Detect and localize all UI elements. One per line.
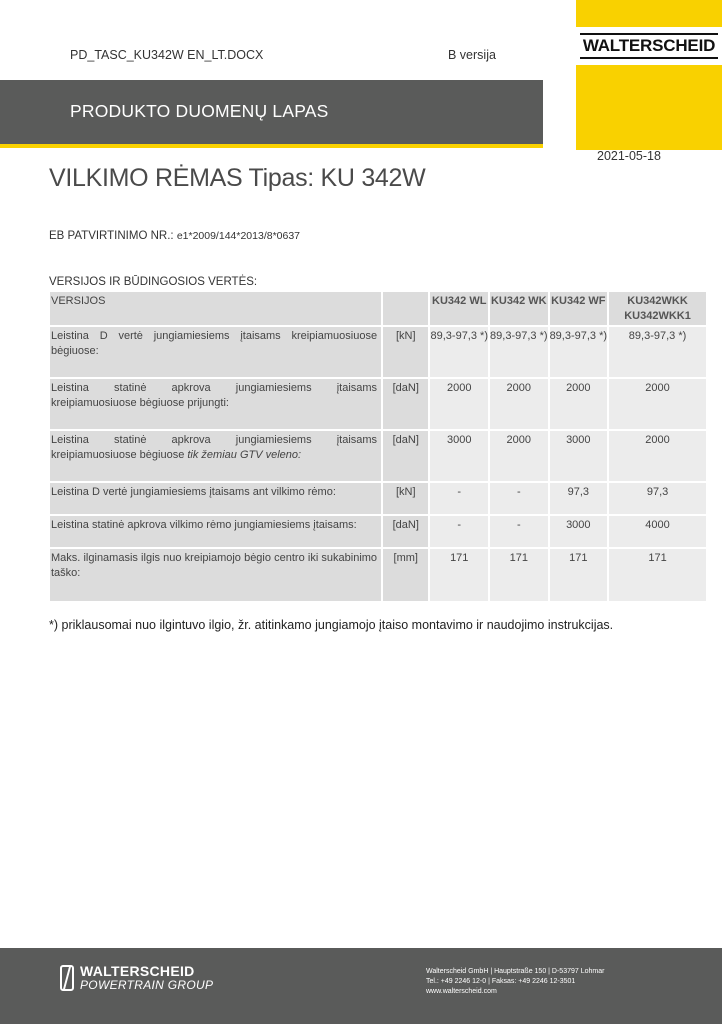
footer-contact bbox=[426, 967, 604, 997]
row-value: 3000 bbox=[430, 431, 488, 481]
footer-subbrand: POWERTRAIN GROUP bbox=[80, 978, 214, 992]
table-row bbox=[50, 379, 706, 429]
row-value: - bbox=[490, 516, 548, 547]
table-row bbox=[50, 483, 706, 514]
row-value: 3000 bbox=[550, 516, 608, 547]
header-versions: VERSIJOS bbox=[50, 292, 381, 325]
row-unit: [daN] bbox=[383, 516, 428, 547]
row-description: Maks. ilginamasis ilgis nuo kreipiamojo bėgio centro iki sukabinimo taško: bbox=[50, 549, 381, 601]
row-value: 89,3-97,3 *) bbox=[490, 327, 548, 377]
header-model-wl: KU342 WL bbox=[430, 292, 488, 325]
approval-number bbox=[49, 230, 300, 242]
footer-brand: WALTERSCHEID bbox=[80, 963, 195, 979]
row-unit: [kN] bbox=[383, 483, 428, 514]
row-unit: [daN] bbox=[383, 431, 428, 481]
walterscheid-mark-icon bbox=[60, 965, 74, 991]
table-header-row bbox=[50, 292, 706, 325]
approval-value: e1*2009/144*2013/8*0637 bbox=[176, 230, 301, 242]
header-model-wf: KU342 WF bbox=[550, 292, 608, 325]
footer-phone: Tel.: +49 2246 12-0 | Faksas: +49 2246 12-3501 bbox=[426, 978, 576, 985]
banner-title: PRODUKTO DUOMENŲ LAPAS bbox=[70, 101, 329, 121]
banner-accent-line bbox=[0, 144, 543, 148]
section-title: VERSIJOS IR BŪDINGOSIOS VERTĖS: bbox=[49, 276, 258, 288]
row-value: 97,3 bbox=[550, 483, 608, 514]
header-model-wkk: KU342WKK KU342WKK1 bbox=[609, 292, 706, 325]
brand-yellow-block bbox=[576, 0, 722, 150]
footer-logo bbox=[60, 964, 213, 992]
footer-address: Walterscheid GmbH | Hauptstraße 150 | D-53797 Lohmar bbox=[426, 968, 605, 975]
row-unit: [kN] bbox=[383, 327, 428, 377]
specifications-table bbox=[48, 290, 708, 603]
row-value: 89,3-97,3 *) bbox=[430, 327, 488, 377]
row-unit: [daN] bbox=[383, 379, 428, 429]
page-title: VILKIMO RĖMAS Tipas: KU 342W bbox=[49, 164, 426, 192]
row-value: 97,3 bbox=[609, 483, 706, 514]
table-row bbox=[50, 431, 706, 481]
table-row bbox=[50, 549, 706, 601]
header-model-wk: KU342 WK bbox=[490, 292, 548, 325]
footer-brand-text bbox=[80, 964, 213, 992]
approval-label: EB PATVIRTINIMO NR.: bbox=[49, 230, 174, 242]
row-value: 89,3-97,3 *) bbox=[609, 327, 706, 377]
row-value: 171 bbox=[550, 549, 608, 601]
row-value: 2000 bbox=[490, 431, 548, 481]
table-row bbox=[50, 327, 706, 377]
row-description: Leistina statinė apkrova jungiamiesiems įtaisams kreipiamuosiuose bėgiuose prijungti: bbox=[50, 379, 381, 429]
row-value: 2000 bbox=[609, 431, 706, 481]
row-value: 89,3-97,3 *) bbox=[550, 327, 608, 377]
walterscheid-logo bbox=[576, 27, 722, 65]
document-id: PD_TASC_KU342W EN_LT.DOCX bbox=[70, 48, 264, 62]
row-value: - bbox=[490, 483, 548, 514]
row-value: 2000 bbox=[490, 379, 548, 429]
row-value: 2000 bbox=[430, 379, 488, 429]
row-value: 2000 bbox=[550, 379, 608, 429]
row-description-italic: tik žemiau GTV veleno: bbox=[187, 449, 302, 461]
table-row bbox=[50, 516, 706, 547]
row-description bbox=[50, 431, 381, 481]
logo-text: WALTERSCHEID bbox=[580, 33, 718, 59]
footnote: *) priklausomai nuo ilgintuvo ilgio, žr. atitinkamo jungiamojo įtaiso montavimo ir naudojimo instrukcijas. bbox=[49, 618, 614, 632]
row-value: 4000 bbox=[609, 516, 706, 547]
footer-website: www.walterscheid.com bbox=[426, 988, 497, 995]
row-value: 171 bbox=[609, 549, 706, 601]
document-date: 2021-05-18 bbox=[597, 149, 661, 163]
row-description-text: Leistina statinė apkrova jungiamiesiems įtaisams kreipiamuosiuose bėgiuose bbox=[51, 434, 378, 461]
row-value: 171 bbox=[490, 549, 548, 601]
row-description: Leistina D vertė jungiamiesiems įtaisams ant vilkimo rėmo: bbox=[50, 483, 381, 514]
row-value: - bbox=[430, 516, 488, 547]
row-value: 2000 bbox=[609, 379, 706, 429]
row-value: - bbox=[430, 483, 488, 514]
header-unit bbox=[383, 292, 428, 325]
row-value: 171 bbox=[430, 549, 488, 601]
row-description: Leistina D vertė jungiamiesiems įtaisams kreipiamuosiuose bėgiuose: bbox=[50, 327, 381, 377]
version-label: B versija bbox=[448, 48, 496, 62]
row-description: Leistina statinė apkrova vilkimo rėmo jungiamiesiems įtaisams: bbox=[50, 516, 381, 547]
row-unit: [mm] bbox=[383, 549, 428, 601]
row-value: 3000 bbox=[550, 431, 608, 481]
